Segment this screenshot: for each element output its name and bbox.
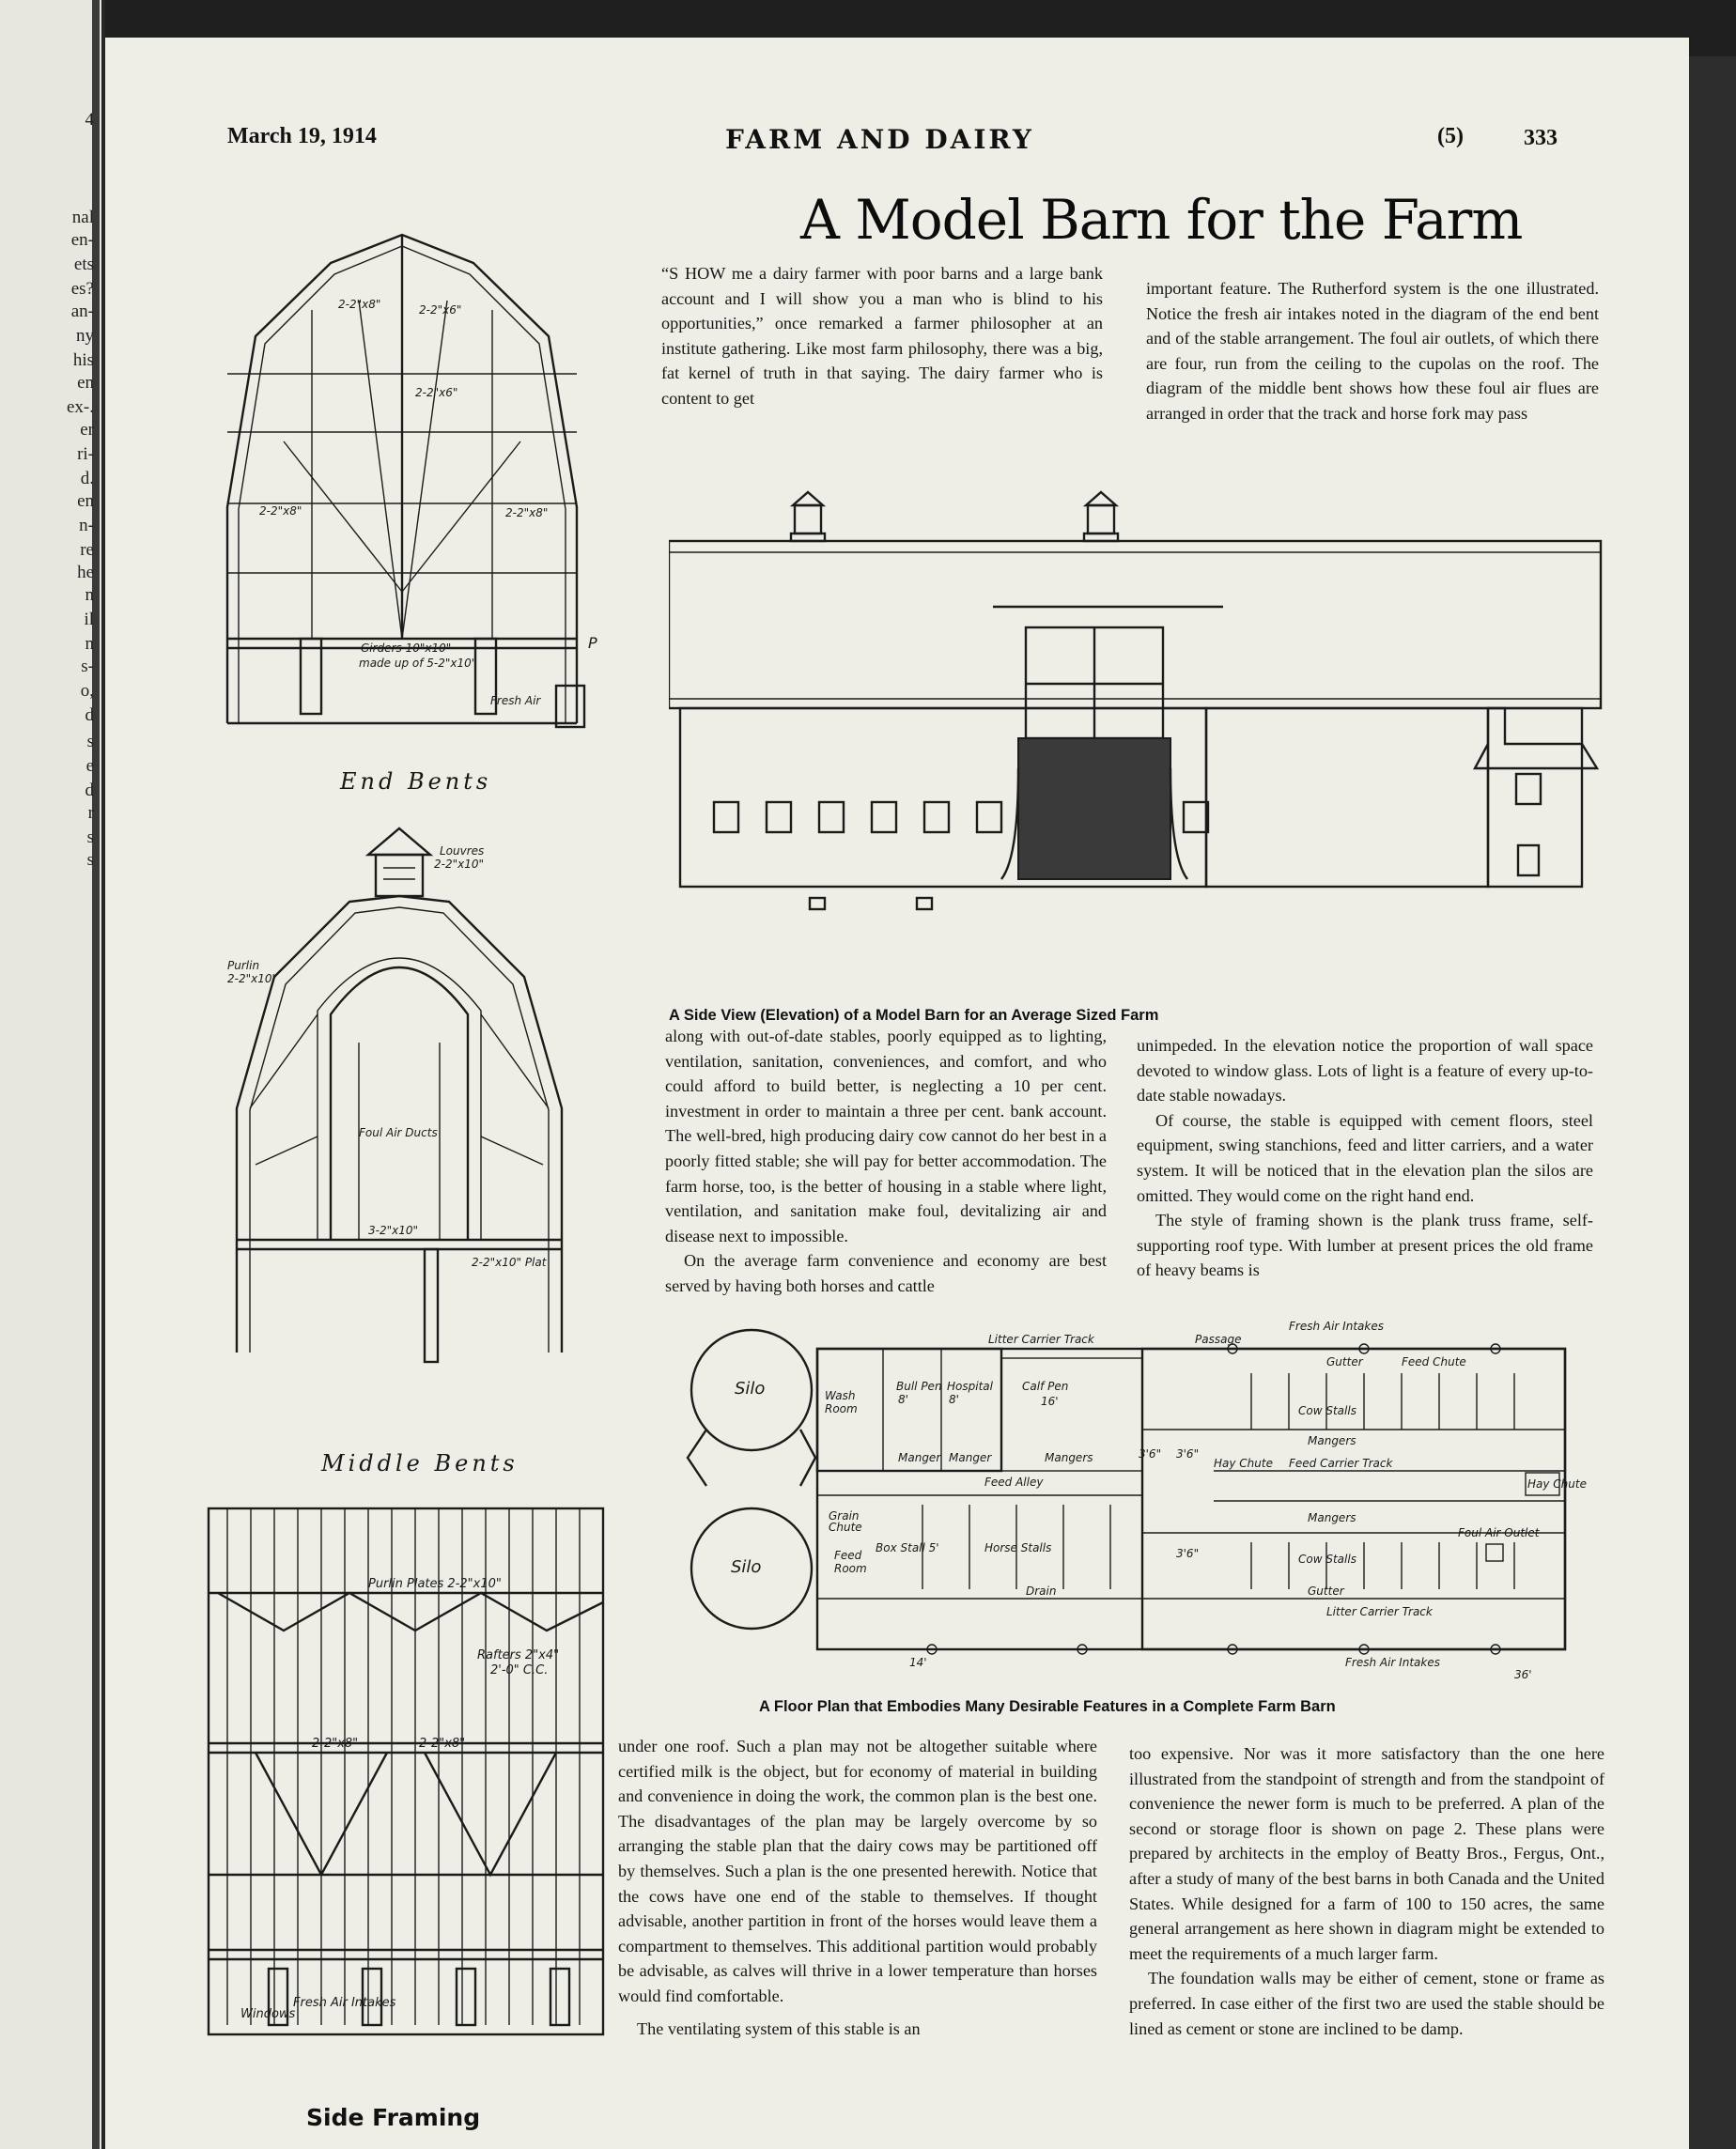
- left-page-fragment: r: [87, 803, 94, 823]
- svg-text:16': 16': [1041, 1395, 1059, 1408]
- left-page-fragment: er: [80, 420, 94, 440]
- left-page-fragment: an-: [70, 301, 94, 321]
- ventilation-paragraph: important feature. The Rutherford system is the one illustrated. Notice the fresh air intakes noted in the diagram of the end bent and of the stable arrangement. The foul air outlets, of which there are four, run from the ceiling to the cupolas on the roof. The diagram of the middle bent shows how these foul air flues are arranged in order that the track and horse fork may pass: [1146, 279, 1599, 423]
- svg-text:Foul Air Ducts: Foul Air Ducts: [359, 1126, 438, 1139]
- left-page-fragment: n-: [79, 516, 94, 535]
- left-page-fragment: n: [85, 634, 94, 654]
- left-page-fragment: ex-.: [66, 397, 94, 417]
- svg-text:Hospital: Hospital: [947, 1380, 993, 1393]
- svg-text:Calf Pen: Calf Pen: [1022, 1380, 1069, 1393]
- left-page-fragment: il: [84, 610, 94, 629]
- svg-text:2-2"x10": 2-2"x10": [434, 858, 485, 871]
- column-2-bottom: [1129, 1741, 1604, 2041]
- svg-text:Mangers: Mangers: [1045, 1451, 1093, 1464]
- newspaper-page: [105, 38, 1689, 2149]
- left-page-fragment: d: [85, 781, 94, 800]
- svg-text:Wash: Wash: [825, 1389, 856, 1402]
- column-2-intro: [1146, 276, 1599, 426]
- left-page-fragment: en: [77, 373, 94, 393]
- elevation-drawing: [669, 487, 1618, 984]
- end-bents-drawing: [218, 197, 612, 761]
- left-page-fragment: ri-: [77, 444, 94, 464]
- svg-text:2-2"x10": 2-2"x10": [227, 972, 278, 985]
- left-page-fragment: d: [85, 705, 94, 725]
- svg-text:Chute: Chute: [829, 1521, 862, 1534]
- svg-text:P: P: [588, 634, 597, 652]
- svg-text:Drain: Drain: [1026, 1585, 1057, 1598]
- svg-text:Gutter: Gutter: [1308, 1585, 1344, 1598]
- bottom-paragraph-2: The ventilating system of this stable is an: [637, 2018, 921, 2038]
- barn-door: [993, 607, 1223, 879]
- left-page-fragment: ny: [76, 326, 94, 346]
- svg-text:Feed Chute: Feed Chute: [1402, 1355, 1466, 1368]
- svg-text:Mangers: Mangers: [1308, 1511, 1356, 1524]
- svg-text:3'6": 3'6": [1176, 1547, 1200, 1560]
- column-1-middle: [665, 1024, 1107, 1299]
- svg-text:2-2"x8": 2-2"x8": [338, 298, 381, 311]
- left-page-fragment: en: [77, 491, 94, 511]
- svg-text:made up of 5-2"x10": made up of 5-2"x10": [359, 657, 477, 670]
- svg-text:2-2"x8": 2-2"x8": [419, 1737, 466, 1751]
- svg-text:Grain: Grain: [829, 1509, 860, 1523]
- left-page-fragment: o,: [80, 681, 94, 701]
- middle-paragraph-3: unimpeded. In the elevation notice the proportion of wall space devoted to window glass. Lots of light is a feature of every up-to-date stable nowadays.: [1137, 1036, 1593, 1105]
- svg-text:Room: Room: [834, 1562, 867, 1575]
- left-page-fragment: nal: [71, 208, 94, 227]
- floor-plan-drawing: [650, 1317, 1646, 1683]
- left-page-fragment: d.: [80, 469, 94, 488]
- svg-text:Cow Stalls: Cow Stalls: [1298, 1553, 1356, 1566]
- svg-text:Silo: Silo: [731, 1557, 762, 1577]
- side-framing-label: Side Framing: [306, 2104, 481, 2131]
- svg-text:Fresh Air Intakes: Fresh Air Intakes: [1289, 1320, 1384, 1333]
- svg-text:2-2"x8": 2-2"x8": [312, 1737, 359, 1751]
- svg-text:Gutter: Gutter: [1326, 1355, 1363, 1368]
- svg-text:Feed Carrier Track: Feed Carrier Track: [1289, 1457, 1393, 1470]
- middle-paragraph-5: The style of framing shown is the plank truss frame, self-supporting roof type. With lumber at present prices the old frame of heavy beams is: [1137, 1211, 1593, 1280]
- svg-text:2-2"x8": 2-2"x8": [505, 506, 549, 519]
- svg-text:3'6": 3'6": [1176, 1447, 1200, 1461]
- svg-text:36': 36': [1514, 1668, 1532, 1681]
- cupola-left: [791, 492, 825, 541]
- svg-text:Girders 10"x10": Girders 10"x10": [361, 642, 452, 655]
- bottom-paragraph-3: too expensive. Nor was it more satisfactory than the one here illustrated from the standpoint of strength and from the standpoint of convenience the newer form is much to be preferred. A plan of the second or storage floor is shown on page 2. These plans were prepared by architects in the employ of Beatty Bros., Fergus, Ont., after a study of many of the best barns in both Canada and the United States. While designed for a farm of 100 to 150 acres, the same general arrangement as here shown in diagram might be extended to meet the requirements of a much larger farm.: [1129, 1744, 1604, 1963]
- svg-text:8': 8': [898, 1393, 908, 1406]
- left-page-fragment: en-: [70, 230, 94, 250]
- elevation-caption: A Side View (Elevation) of a Model Barn for an Average Sized Farm: [669, 1007, 1159, 1024]
- svg-text:Feed Alley: Feed Alley: [984, 1476, 1044, 1489]
- left-page-fragment: re: [80, 540, 94, 560]
- svg-text:14': 14': [909, 1656, 927, 1669]
- left-page-fragment: he: [77, 563, 94, 582]
- left-page-fragment: ets: [73, 255, 94, 274]
- svg-text:Fresh Air Intakes: Fresh Air Intakes: [1345, 1656, 1440, 1669]
- svg-text:8': 8': [949, 1393, 959, 1406]
- column-1-bottom: [618, 1734, 1097, 2041]
- svg-text:Passage: Passage: [1195, 1333, 1242, 1346]
- svg-text:2-2"x10" Plat: 2-2"x10" Plat: [472, 1256, 547, 1269]
- left-page-fragment: es?: [70, 279, 94, 299]
- bottom-paragraph-4: The foundation walls may be either of cement, stone or frame as preferred. In case either of the first two are used the stable should be lined as cement or stone are inclined to be damp.: [1129, 1969, 1604, 2038]
- svg-text:Manger: Manger: [949, 1451, 992, 1464]
- left-page-fragment: his: [72, 350, 94, 370]
- left-page-fragment: s: [86, 732, 94, 751]
- svg-text:Manger: Manger: [898, 1451, 941, 1464]
- column-2-middle: [1137, 1033, 1593, 1283]
- svg-text:Foul Air Outlet: Foul Air Outlet: [1458, 1526, 1540, 1539]
- middle-paragraph-4: Of course, the stable is equipped with cement floors, steel equipment, swing stanchions, feed and litter carriers, and a water system. It will be noticed that in the elevation plan the silos are omitted. They would come on the right hand end.: [1137, 1110, 1593, 1205]
- svg-text:Purlin: Purlin: [227, 959, 260, 972]
- cupola-right: [1084, 492, 1118, 541]
- bottom-paragraph-1: under one roof. Such a plan may not be altogether suitable where certified milk is the object, but for economy of material in building and convenience in doing the work, the common plan is the best one. The disadvantages of the plan may be largely overcome by so arranging the stable plan that the dairy cows may be partitioned off by themselves. Such a plan is the one presented herewith. Notice that the cows have one end of the stable to themselves. If thought advisable, another partition in front of the horses would leave them a compartment to themselves. This additional partition would probably be advisable, as calves will thrive in a lower temperature than horses would find comfortable.: [618, 1737, 1097, 2005]
- svg-text:Silo: Silo: [735, 1379, 766, 1399]
- page-fold: [92, 0, 100, 2149]
- svg-text:3'6": 3'6": [1139, 1447, 1162, 1461]
- section-number: (5): [1437, 124, 1464, 148]
- left-page-fragment: e: [85, 756, 94, 776]
- svg-text:Litter Carrier Track: Litter Carrier Track: [988, 1333, 1094, 1346]
- svg-text:Horse Stalls: Horse Stalls: [984, 1541, 1052, 1554]
- column-1-intro: [661, 261, 1103, 411]
- svg-text:2'-0" C.C.: 2'-0" C.C.: [490, 1663, 549, 1677]
- masthead: FARM AND DAIRY: [725, 124, 1034, 155]
- svg-text:2-2"x6": 2-2"x6": [415, 386, 458, 399]
- side-framing-drawing: [199, 1499, 622, 2100]
- svg-text:Fresh Air Intakes: Fresh Air Intakes: [293, 1996, 396, 2010]
- left-page-fragment: s-: [81, 657, 94, 676]
- article-title: A Model Barn for the Farm: [800, 188, 1523, 252]
- middle-bents-drawing: [218, 827, 612, 1428]
- svg-text:Fresh Air: Fresh Air: [490, 694, 541, 707]
- middle-paragraph-1: along with out-of-date stables, poorly equipped as to lighting, ventilation, sanitation, conveniences, and comfort, and who could afford to build better, is neglecting a 10 per cent. investment in order to maintain a three per cent. bank account. The well-bred, high producing dairy cow cannot do her best in a poorly fitted stable; she will pay for better accommodation. The farm horse, too, is the better of housing in a stable where light, ventilation, and sanitation make foul, devitalizing air and disease next to impossible.: [665, 1027, 1107, 1245]
- left-page-fragment: n: [85, 585, 94, 605]
- svg-text:Windows: Windows: [240, 2007, 296, 2021]
- left-page-fragment: 4: [85, 110, 94, 130]
- svg-text:2-2"x8": 2-2"x8": [259, 504, 302, 518]
- svg-text:Hay Chute: Hay Chute: [1214, 1457, 1273, 1470]
- left-page-fragment: s: [86, 850, 94, 870]
- middle-paragraph-2: On the average farm convenience and economy are best served by having both horses and cattle: [665, 1251, 1107, 1295]
- svg-text:Louvres: Louvres: [440, 844, 485, 858]
- svg-text:Mangers: Mangers: [1308, 1434, 1356, 1447]
- end-bents-label: End Bents: [340, 768, 492, 795]
- left-page-margin: [0, 0, 105, 2149]
- svg-text:Box Stall 5': Box Stall 5': [876, 1541, 939, 1554]
- svg-text:Hay Chute: Hay Chute: [1527, 1477, 1587, 1491]
- middle-bents-label: Middle Bents: [321, 1450, 519, 1476]
- svg-text:Litter Carrier Track: Litter Carrier Track: [1326, 1605, 1433, 1618]
- svg-text:Rafters 2"x4": Rafters 2"x4": [477, 1648, 560, 1662]
- left-page-fragment: s: [86, 827, 94, 847]
- intro-paragraph: “S HOW me a dairy farmer with poor barns and a large bank account and I will show you a man who is blind to his opportunities,” once remarked a farmer philosopher at an institute gathering. Like most farm philosophy, there was a big, fat kernel of truth in that saying. The dairy farmer who is content to get: [661, 264, 1103, 408]
- issue-date: March 19, 1914: [227, 124, 377, 148]
- svg-text:2-2"x6": 2-2"x6": [419, 303, 462, 317]
- svg-text:Room: Room: [825, 1402, 858, 1415]
- next-page-edge: [1689, 56, 1736, 2149]
- svg-text:Cow Stalls: Cow Stalls: [1298, 1404, 1356, 1417]
- floor-plan-caption: A Floor Plan that Embodies Many Desirable Features in a Complete Farm Barn: [759, 1698, 1336, 1715]
- svg-text:Feed: Feed: [834, 1549, 862, 1562]
- svg-text:Bull Pen: Bull Pen: [896, 1380, 942, 1393]
- page-number: 333: [1524, 126, 1558, 150]
- svg-text:3-2"x10": 3-2"x10": [368, 1224, 419, 1237]
- svg-text:Purlin Plates 2-2"x10": Purlin Plates 2-2"x10": [368, 1577, 502, 1591]
